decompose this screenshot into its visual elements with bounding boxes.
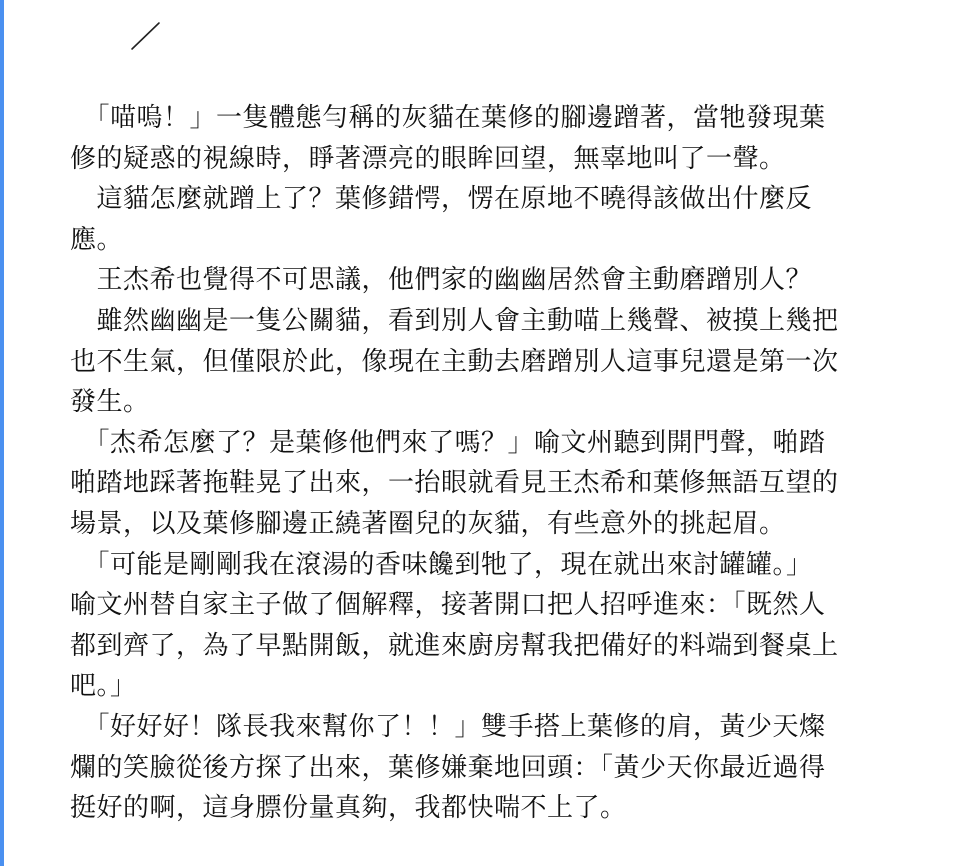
slash-mark-icon xyxy=(130,20,162,52)
text-line: 場景，以及葉修腳邊正繞著圈兒的灰貓，有些意外的挑起眉。 xyxy=(70,508,786,539)
text-line: 這貓怎麼就蹭上了？葉修錯愕，愣在原地不曉得該做出什麼反 xyxy=(70,184,813,215)
text-line: 「喵嗚！」一隻體態勻稱的灰貓在葉修的腳邊蹭著，當牠發現葉 xyxy=(70,103,826,133)
text-line: 雖然幽幽是一隻公關貓，看到別人會主動喵上幾聲、被摸上幾把 xyxy=(70,305,839,336)
left-accent-bar xyxy=(0,0,4,866)
text-line: 喻文州替自家主子做了個解釋，接著開口把人招呼進來：「既然人 xyxy=(70,590,826,621)
text-line: 啪踏地踩著拖鞋晃了出來，一抬眼就看見王杰希和葉修無語互望的 xyxy=(70,468,839,499)
text-line: 爛的笑臉從後方探了出來，葉修嫌棄地回頭：「黃少天你最近過得 xyxy=(70,752,826,783)
text-line: 應。 xyxy=(70,224,124,255)
text-line: 王杰希也覺得不可思議，他們家的幽幽居然會主動磨蹭別人？ xyxy=(70,265,813,296)
text-line: 修的疑惑的視線時，睜著漂亮的眼眸回望，無辜地叫了一聲。 xyxy=(70,143,786,174)
text-line: 挺好的啊，這身膘份量真夠，我都快喘不上了。 xyxy=(70,793,627,824)
text-line: 「好好好！隊長我來幫你了！！」雙手搭上葉修的肩，黃少天燦 xyxy=(70,711,826,742)
story-text xyxy=(70,98,910,829)
text-line: 「杰希怎麼了？是葉修他們來了嗎？」喻文州聽到開門聲，啪踏 xyxy=(70,427,826,458)
text-line: 都到齊了，為了早點開飯，就進來廚房幫我把備好的料端到餐桌上 xyxy=(70,630,839,661)
text-line: 「可能是剛剛我在滾湯的香味饞到牠了，現在就出來討罐罐。」 xyxy=(70,549,813,580)
text-line: 也不生氣，但僅限於此，像現在主動去磨蹭別人這事兒還是第一次 xyxy=(70,346,839,377)
text-line: 吧。」 xyxy=(70,671,137,702)
text-line: 發生。 xyxy=(70,387,150,418)
